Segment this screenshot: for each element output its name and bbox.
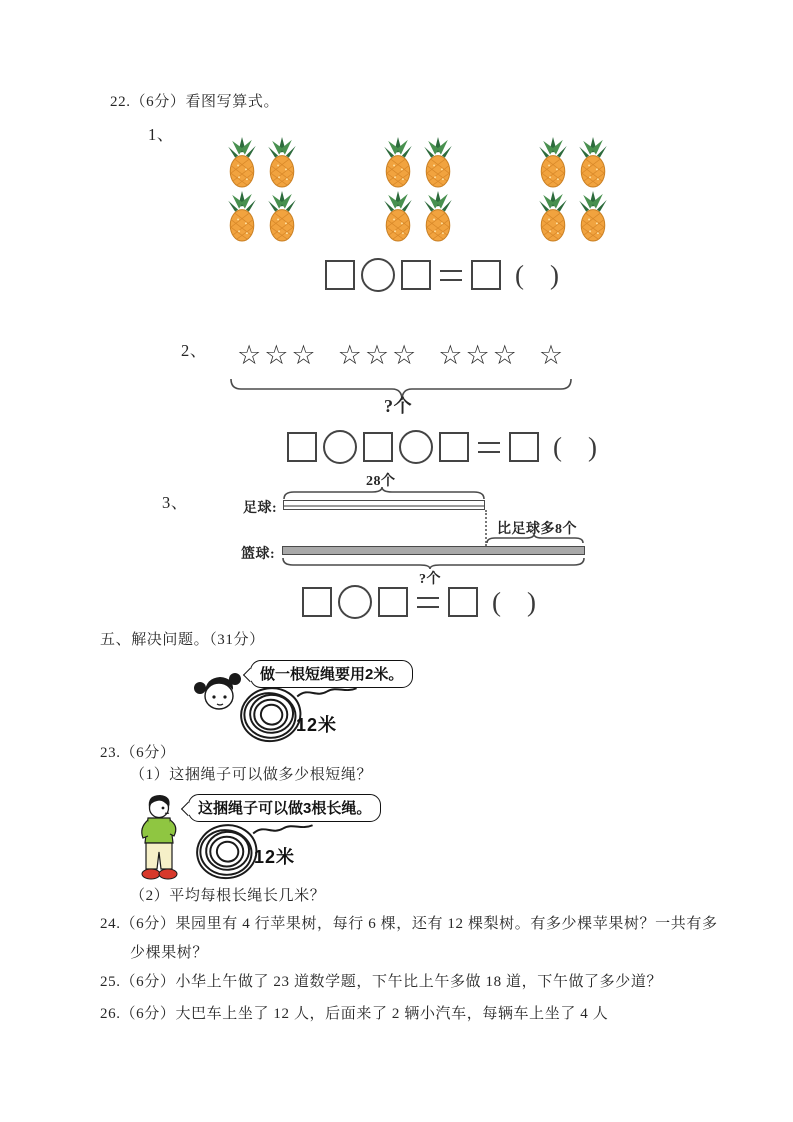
q23-part2: （2）平均每根长绳长几米？ [130, 888, 326, 904]
q25-text: 25.（6分）小华上午做了 23 道数学题，下午比上午多做 18 道，下午做了多少道？ [100, 974, 663, 990]
equation-3 [302, 585, 536, 619]
difference-label: 比足球多8个 [497, 522, 577, 537]
q22-item1-label: 1、 [148, 125, 174, 144]
answer-box-square [363, 432, 393, 462]
unit-parentheses: ( ) [515, 259, 559, 290]
star-group: ☆ [538, 340, 567, 371]
equals-sign [478, 442, 500, 453]
equation-1 [325, 258, 559, 292]
pineapple-group-1 [224, 136, 300, 243]
operator-box-circle [323, 430, 357, 464]
pineapple-icon [380, 190, 416, 243]
girl-avatar [192, 670, 242, 714]
unit-parentheses: ( ) [492, 586, 536, 617]
pineapple-icon [264, 190, 300, 243]
star-row [237, 342, 566, 369]
pineapple-group-3 [535, 136, 611, 243]
q24-line1: 24.（6分）果园里有 4 行苹果树，每行 6 棵，还有 12 棵梨树。有多少棵苹果树？一共有多 [100, 916, 718, 932]
rope-length-label: 12米 [254, 847, 296, 867]
operator-box-circle [338, 585, 372, 619]
answer-box-square [439, 432, 469, 462]
star-group: ☆☆☆ [237, 340, 319, 371]
pineapple-icon [420, 190, 456, 243]
operator-box-circle [361, 258, 395, 292]
answer-box-square [302, 587, 332, 617]
equation-2 [287, 430, 597, 464]
basketball-bar [282, 546, 585, 555]
answer-box-square [401, 260, 431, 290]
basketball-row-label: 篮球: [241, 547, 276, 562]
football-bar [283, 500, 485, 510]
unit-parentheses: ( ) [553, 431, 597, 462]
speech-bubble-boy: 这捆绳子可以做3根长绳。 [188, 794, 381, 822]
q22-item2-label: 2、 [181, 341, 207, 360]
q26-text: 26.（6分）大巴车上坐了 12 人，后面来了 2 辆小汽车，每辆车上坐了 4 人 [100, 1006, 609, 1022]
answer-box-square [287, 432, 317, 462]
pineapple-icon [575, 190, 611, 243]
answer-box-square [448, 587, 478, 617]
speech-bubble-girl: 做一根短绳要用2米。 [250, 660, 413, 688]
brace-over-difference [486, 533, 584, 544]
pineapple-icon [264, 136, 300, 189]
star-group: ☆☆☆ [438, 340, 520, 371]
q24-line2: 少棵果树？ [130, 945, 209, 961]
q22-header: 22.（6分）看图写算式。 [110, 94, 280, 110]
answer-box-square [378, 587, 408, 617]
star-group: ☆☆☆ [337, 340, 420, 371]
boy-avatar [132, 791, 182, 885]
pineapple-icon [535, 190, 571, 243]
pineapple-icon [420, 136, 456, 189]
stars-total-label: ?个 [384, 396, 413, 416]
q23-part1: （1）这捆绳子可以做多少根短绳？ [130, 767, 373, 783]
answer-box-square [509, 432, 539, 462]
section5-header: 五、解决问题。（31分） [100, 632, 265, 648]
pineapple-group-2 [380, 136, 456, 243]
answer-box-square [471, 260, 501, 290]
football-row-label: 足球: [243, 501, 278, 516]
q23-number: 23.（6分） [100, 745, 176, 761]
equals-sign [440, 270, 462, 281]
basketball-total-label: ?个 [419, 572, 441, 587]
rope-length-label: 12米 [296, 715, 338, 735]
q22-item3-label: 3、 [162, 493, 188, 512]
pineapple-icon [575, 136, 611, 189]
pineapple-icon [224, 190, 260, 243]
pineapple-icon [224, 136, 260, 189]
pineapple-icon [380, 136, 416, 189]
brace-over-football [283, 486, 485, 500]
answer-box-square [325, 260, 355, 290]
football-count-label: 28个 [366, 474, 396, 489]
pineapple-icon [535, 136, 571, 189]
equals-sign [417, 597, 439, 608]
operator-box-circle [399, 430, 433, 464]
